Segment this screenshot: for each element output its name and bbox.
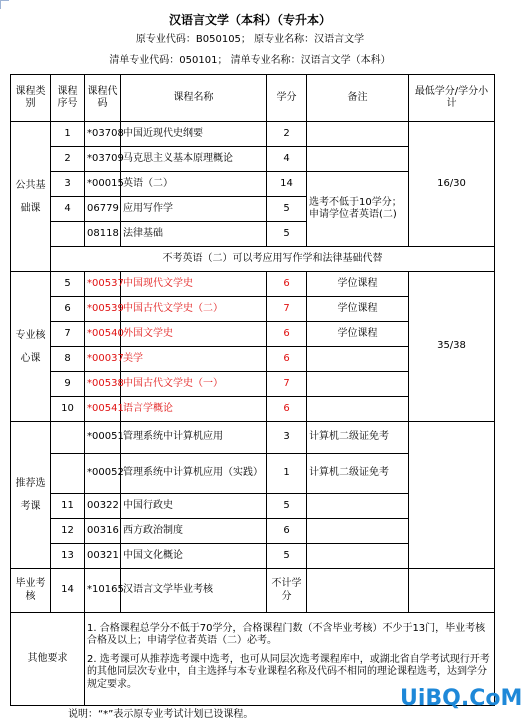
category-public: 公共基础课 (11, 122, 51, 272)
header-name: 课程名称 (121, 75, 267, 122)
course-name-cell: 西方政治制度 (121, 519, 267, 544)
code-cell: *00015 (85, 172, 121, 197)
remark-cell (307, 569, 409, 613)
seq-cell: 11 (51, 494, 85, 519)
remark-cell (307, 519, 409, 544)
course-name-cell: 中国古代文学史（二） (121, 297, 267, 322)
public-note: 不考英语（二）可以考应用写作学和法律基础代替 (51, 247, 495, 272)
page-title: 汉语言文学（本科）（专升本） (168, 13, 331, 27)
credits-cell: 3 (267, 422, 307, 454)
course-name-cell: 中国现代文学史 (121, 272, 267, 297)
course-name-cell: 法律基础 (121, 222, 267, 247)
min-credits-elective (409, 422, 495, 569)
course-name-cell: 应用写作学 (121, 197, 267, 222)
remark-cell: 学位课程 (307, 297, 409, 322)
remark-cell: 学位课程 (307, 322, 409, 347)
min-credits-graduation (409, 569, 495, 613)
code-cell: *03708 (85, 122, 121, 147)
remark-cell (307, 372, 409, 397)
course-name-cell: 管理系统中计算机应用 (121, 422, 267, 454)
credits-cell: 不计学分 (267, 569, 307, 613)
code-cell: *00052 (85, 454, 121, 494)
code-cell: *10165 (85, 569, 121, 613)
header-seq: 课程序号 (51, 75, 85, 122)
course-name-cell: 美学 (121, 347, 267, 372)
table-row (11, 122, 495, 147)
remark-cell-public: 选考不低于10学分；申请学位者英语(二) (307, 172, 409, 247)
original-major-line: 原专业代码：B050105； 原专业名称：汉语言文学 (135, 34, 365, 45)
list-major-line: 清单专业代码：050101； 清单专业名称：汉语言文学（本科） (109, 55, 391, 66)
header-category: 课程类别 (11, 75, 51, 122)
course-name-cell: 马克思主义基本原理概论 (121, 147, 267, 172)
credits-cell: 5 (267, 494, 307, 519)
remark-cell: 计算机二级证免考 (307, 454, 409, 494)
requirement-item: 2. 选考课可从推荐选考课中选考，也可从同层次选考课程库中，或湖北省自学考试现行开考的其他同层次专业中，自主选择与本专业课程名称及代码不相同的理论课程选考，达到学分规定要求。 (87, 653, 490, 690)
curriculum-table (10, 74, 495, 706)
seq-cell: 6 (51, 297, 85, 322)
seq-cell: 13 (51, 544, 85, 569)
credits-cell: 6 (267, 322, 307, 347)
remark-cell (307, 147, 409, 172)
table-row (11, 422, 495, 454)
credits-cell: 7 (267, 297, 307, 322)
header-credits: 学分 (267, 75, 307, 122)
table-row (11, 569, 495, 613)
course-name-cell: 中国近现代史纲要 (121, 122, 267, 147)
code-cell: 08118 (85, 222, 121, 247)
category-elective: 推荐选考课 (11, 422, 51, 569)
credits-cell: 6 (267, 519, 307, 544)
remark-cell (307, 397, 409, 422)
min-credits-core: 35/38 (409, 272, 495, 422)
code-cell: 00316 (85, 519, 121, 544)
remark-cell (307, 122, 409, 147)
other-requirements-label: 其他要求 (11, 613, 85, 706)
course-name-cell: 中国行政史 (121, 494, 267, 519)
code-cell: *03709 (85, 147, 121, 172)
seq-cell: 2 (51, 147, 85, 172)
requirement-item: 1. 合格课程总学分不低于70学分，合格课程门数（不含毕业考核）不少于13门，毕业考核合格及以上；申请学位者英语（二）必考。 (87, 622, 486, 647)
seq-cell: 7 (51, 322, 85, 347)
credits-cell: 6 (267, 397, 307, 422)
code-cell: *00051 (85, 422, 121, 454)
code-cell: *00037 (85, 347, 121, 372)
credits-cell: 2 (267, 122, 307, 147)
credits-cell: 5 (267, 222, 307, 247)
code-cell: *00537 (85, 272, 121, 297)
course-name-cell: 管理系统中计算机应用（实践） (121, 454, 267, 494)
credits-cell: 1 (267, 454, 307, 494)
seq-cell: 14 (51, 569, 85, 613)
seq-cell: 4 (51, 197, 85, 222)
code-cell: 00321 (85, 544, 121, 569)
seq-cell (51, 422, 85, 454)
code-cell: *00538 (85, 372, 121, 397)
remark-cell: 计算机二级证免考 (307, 422, 409, 454)
header-row (11, 75, 495, 122)
credits-cell: 14 (267, 172, 307, 197)
course-name-cell: 中国文化概论 (121, 544, 267, 569)
footnote: 说明：“*”表示原专业考试计划已设课程。 (68, 709, 254, 720)
seq-cell: 12 (51, 519, 85, 544)
seq-cell (51, 222, 85, 247)
min-credits-public: 16/30 (409, 122, 495, 247)
remark-cell (307, 347, 409, 372)
credits-cell: 6 (267, 272, 307, 297)
code-cell: *00540 (85, 322, 121, 347)
code-cell: 00322 (85, 494, 121, 519)
seq-cell: 8 (51, 347, 85, 372)
remark-cell (307, 494, 409, 519)
credits-cell: 4 (267, 147, 307, 172)
category-core: 专业核心课 (11, 272, 51, 422)
category-graduation: 毕业考核 (11, 569, 51, 613)
course-name-cell: 中国古代文学史（一） (121, 372, 267, 397)
seq-cell: 3 (51, 172, 85, 197)
watermark-logo: UiBQ.CoM (400, 686, 522, 711)
public-note-row (11, 247, 495, 272)
credits-cell: 7 (267, 372, 307, 397)
seq-cell: 9 (51, 372, 85, 397)
code-cell: *00539 (85, 297, 121, 322)
course-name-cell: 汉语言文学毕业考核 (121, 569, 267, 613)
header-remarks: 备注 (307, 75, 409, 122)
credits-cell: 6 (267, 347, 307, 372)
seq-cell (51, 454, 85, 494)
seq-cell: 1 (51, 122, 85, 147)
table-row (11, 272, 495, 297)
seq-cell: 10 (51, 397, 85, 422)
document-corner-icon (0, 0, 9, 9)
code-cell: *00541 (85, 397, 121, 422)
code-cell: 06779 (85, 197, 121, 222)
course-name-cell: 英语（二） (121, 172, 267, 197)
course-name-cell: 语言学概论 (121, 397, 267, 422)
seq-cell: 5 (51, 272, 85, 297)
credits-cell: 5 (267, 544, 307, 569)
course-name-cell: 外国文学史 (121, 322, 267, 347)
header-min-credits: 最低学分/学分小计 (409, 75, 495, 122)
remark-cell: 学位课程 (307, 272, 409, 297)
credits-cell: 5 (267, 197, 307, 222)
header-code: 课程代码 (85, 75, 121, 122)
remark-cell (307, 544, 409, 569)
